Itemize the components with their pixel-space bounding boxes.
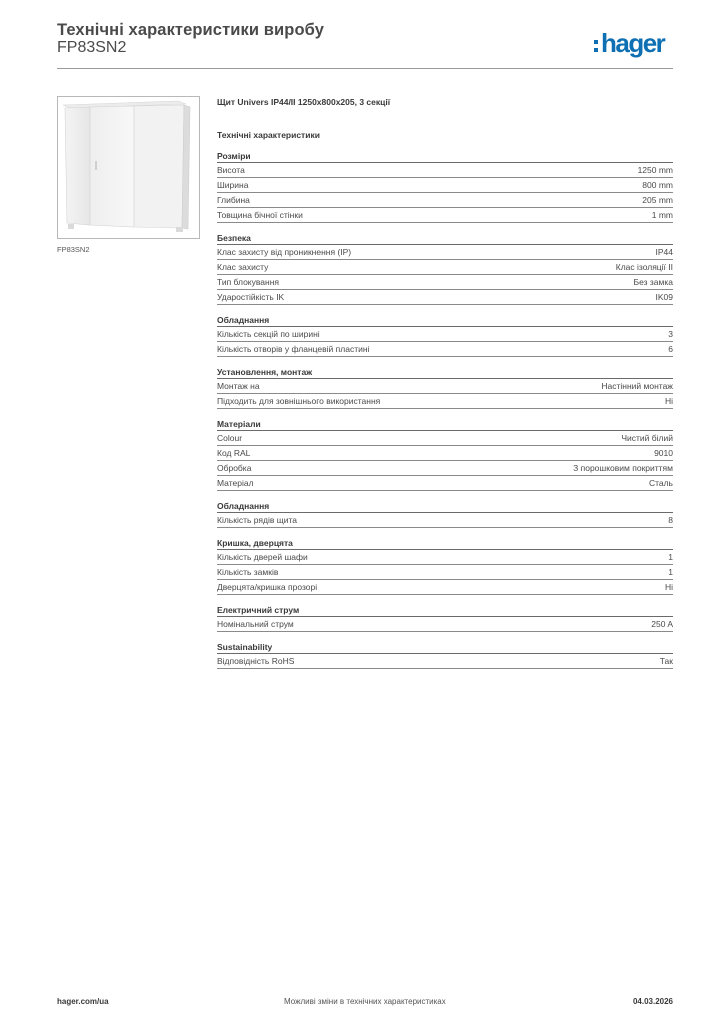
spec-row: [217, 431, 673, 446]
section-title: Безпека: [217, 232, 673, 245]
spec-value: Ні: [664, 582, 673, 592]
spec-row: [217, 275, 673, 290]
spec-row: [217, 580, 673, 595]
spec-label: Товщина бічної стінки: [217, 210, 303, 220]
spec-label: Код RAL: [217, 448, 251, 458]
spec-label: Кількість секцій по ширині: [217, 329, 320, 339]
spec-label: Номінальний струм: [217, 619, 294, 629]
spec-value: IK09: [655, 292, 673, 302]
spec-row: [217, 617, 673, 632]
spec-value: Настінний монтаж: [601, 381, 673, 391]
spec-section: [217, 150, 673, 223]
spec-label: Кількість отворів у фланцевій пластині: [217, 344, 370, 354]
spec-label: Colour: [217, 433, 243, 443]
spec-row: [217, 394, 673, 409]
spec-label: Ширина: [217, 180, 249, 190]
spec-label: Ударостійкість IK: [217, 292, 285, 302]
logo-text: hager: [601, 28, 665, 58]
spec-value: 1 mm: [651, 210, 673, 220]
spec-value: 1: [668, 567, 673, 577]
footer-notice: Можливі зміни в технічних характеристиках: [284, 997, 446, 1006]
spec-section: [217, 604, 673, 632]
spec-label: Клас захисту від проникнення (IP): [217, 247, 352, 257]
spec-label: Кількість рядів щита: [217, 515, 297, 525]
spec-sections: [217, 150, 673, 669]
spec-label: Кількість замків: [217, 567, 279, 577]
spec-label: Обробка: [217, 463, 252, 473]
product-code-heading: FP83SN2: [57, 39, 127, 56]
header-divider: [57, 68, 673, 69]
footer-date: 04.03.2026: [632, 997, 673, 1006]
section-title: Розміри: [217, 150, 673, 163]
spec-value: З порошковим покриттям: [573, 463, 673, 473]
section-title: Sustainability: [217, 641, 673, 654]
spec-row: [217, 290, 673, 305]
spec-content: [217, 95, 673, 669]
spec-value: 3: [668, 329, 673, 339]
spec-row: [217, 193, 673, 208]
spec-row: [217, 513, 673, 528]
spec-label: Клас захисту: [217, 262, 269, 272]
section-title: Кришка, дверцята: [217, 537, 673, 550]
spec-value: Чистий білий: [621, 433, 673, 443]
spec-label: Монтаж на: [217, 381, 260, 391]
product-image-caption: FP83SN2: [57, 245, 90, 254]
section-title: Установлення, монтаж: [217, 366, 673, 379]
spec-value: Без замка: [633, 277, 673, 287]
spec-row: [217, 178, 673, 193]
spec-section: [217, 537, 673, 595]
spec-value: 250 A: [651, 619, 673, 629]
spec-row: [217, 260, 673, 275]
spec-value: Ні: [664, 396, 673, 406]
spec-row: [217, 245, 673, 260]
spec-value: 205 mm: [642, 195, 673, 205]
product-name: Щит Univers IP44/II 1250x800x205, 3 секції: [217, 97, 391, 107]
spec-value: 8: [668, 515, 673, 525]
spec-label: Глибина: [217, 195, 250, 205]
spec-row: [217, 327, 673, 342]
section-title: Матеріали: [217, 418, 673, 431]
spec-heading: Технічні характеристики: [217, 130, 320, 140]
spec-row: [217, 446, 673, 461]
spec-label: Дверцята/кришка прозорі: [217, 582, 318, 592]
spec-value: Клас ізоляції II: [615, 262, 673, 272]
cabinet-illustration-icon: [58, 97, 199, 238]
spec-value: IP44: [655, 247, 673, 257]
spec-value: 1250 mm: [637, 165, 673, 175]
logo-dots-icon: [594, 40, 598, 52]
spec-value: 6: [668, 344, 673, 354]
product-image: [57, 96, 200, 239]
section-title: Електричний струм: [217, 604, 673, 617]
spec-label: Підходить для зовнішнього використання: [217, 396, 381, 406]
spec-value: Так: [659, 656, 673, 666]
spec-section: [217, 232, 673, 305]
hager-logo: [594, 28, 664, 58]
spec-section: [217, 366, 673, 409]
spec-value: 1: [668, 552, 673, 562]
spec-label: Матеріал: [217, 478, 254, 488]
footer-website-link[interactable]: hager.com/ua: [57, 997, 109, 1006]
spec-section: [217, 641, 673, 669]
spec-row: [217, 654, 673, 669]
spec-label: Тип блокування: [217, 277, 280, 287]
spec-row: [217, 342, 673, 357]
spec-row: [217, 565, 673, 580]
spec-section: [217, 500, 673, 528]
spec-row: [217, 208, 673, 223]
spec-value: 800 mm: [642, 180, 673, 190]
spec-row: [217, 379, 673, 394]
section-title: Обладнання: [217, 500, 673, 513]
section-title: Обладнання: [217, 314, 673, 327]
spec-value: 9010: [654, 448, 673, 458]
spec-row: [217, 163, 673, 178]
spec-label: Кількість дверей шафи: [217, 552, 308, 562]
spec-row: [217, 550, 673, 565]
spec-label: Висота: [217, 165, 245, 175]
spec-label: Відповідність RoHS: [217, 656, 295, 666]
page-title: Технічні характеристики виробу: [57, 21, 324, 39]
spec-section: [217, 314, 673, 357]
spec-row: [217, 461, 673, 476]
spec-section: [217, 418, 673, 491]
spec-value: Сталь: [648, 478, 673, 488]
spec-row: [217, 476, 673, 491]
